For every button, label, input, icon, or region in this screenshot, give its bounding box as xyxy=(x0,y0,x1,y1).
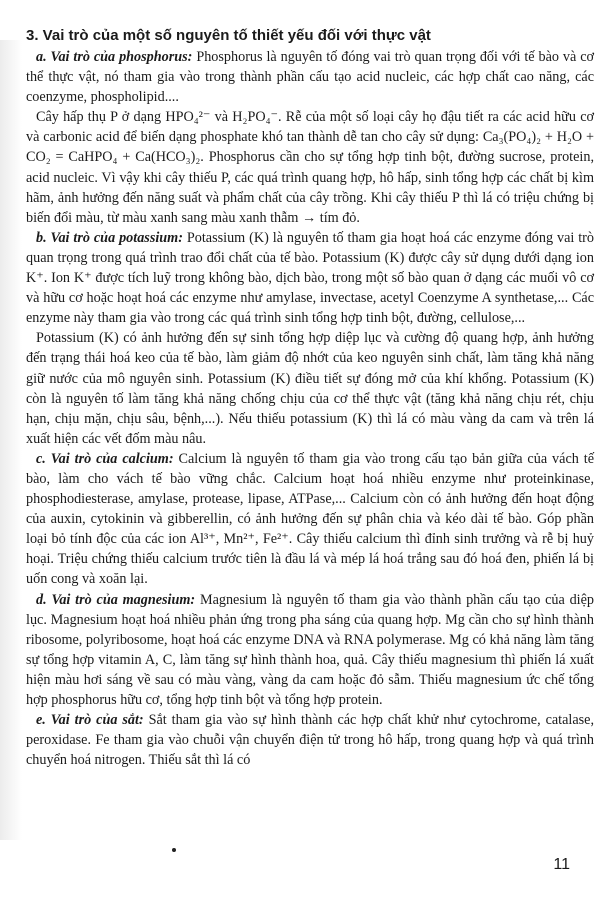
ink-dot xyxy=(172,848,176,852)
paragraph-text: Sắt tham gia vào sự hình thành các hợp chất khử như cytochrome, catalase, peroxidase. Fe tham gia vào chuỗi vận chuyển điện tử trong hô hấp, trong quang hợp và quá trình chuyển hoá nitrogen. Thiếu sắt thì lá có xyxy=(26,712,595,769)
paragraph: Potassium (K) có ảnh hưởng đến sự sinh tổng hợp diệp lục và cường độ quang hợp, ảnh hưởng đến trạng thái hoá keo của tế bào, làm giảm độ nhớt của keo nguyên sinh chất, làm tăng khả năng giữ nước của mô nguyên sinh. Potassium (K) điều tiết sự đóng mở của khí khổng. Potassium (K) còn là nguyên tố làm tăng khả năng chống chịu của cơ thể thực vật (tăng khả năng chịu rét, chịu hạn, chịu mặn, chịu sâu, bệnh,...). Nếu thiếu potassium (K) thì lá có màu vàng da cam và trên lá xuất hiện các vết đốm màu nâu. xyxy=(26,330,594,447)
paragraph-text: Potassium (K) là nguyên tố tham gia hoạt hoá các enzyme đóng vai trò quan trọng trong quá trình trao đổi chất của tế bào. Potassium (K) được cây sử dụng dưới dạng ion K⁺. Ion K⁺ được tích luỹ trong không bào, dịch bào, trong một số bào quan ở dạng các muối vô cơ và hữu cơ hoặc hoạt hoá các enzyme như amylase, invectase, acetyl Coenzyme A synthetase,... Các enzyme này tham gia vào trong các quá trình sinh tổng hợp tinh bột, đường, cellulose,... xyxy=(26,229,595,327)
subsection-label: b. Vai trò của potassium: xyxy=(36,229,183,246)
document-page xyxy=(26,26,594,770)
paragraph xyxy=(26,47,594,107)
paragraph-text: Phosphorus là nguyên tố đóng vai trò quan trọng đối với tế bào và cơ thể thực vật, nó tham gia vào trong thành phần cấu tạo acid nucleic, các hợp chất cao năng, các coenzyme, phospholipid.... xyxy=(26,49,594,106)
paragraph xyxy=(26,710,594,770)
paragraph xyxy=(26,590,594,711)
subsection-label: e. Vai trò của sắt: xyxy=(36,712,144,729)
subsection-label: c. Vai trò của calcium: xyxy=(36,450,174,467)
subsection-label: d. Vai trò của magnesium: xyxy=(36,591,196,608)
paragraph xyxy=(26,228,594,328)
scan-shadow xyxy=(0,40,22,840)
paragraph xyxy=(26,449,594,590)
paragraph-text: Calcium là nguyên tố tham gia vào trong cấu tạo bản giữa của vách tế bào, làm cho vách tế bào vững chắc. Calcium hoạt hoá nhiều enzyme như proteinkinase, phosphodiesterase, amylase, protease, lipase, ATPase,... Calcium còn có ảnh hưởng đến hoạt động của auxin, cytokinin và gibberellin, có ảnh hưởng đến sự phân chia và kéo dài tế bào. Góp phần loại bỏ tính độc của các ion Al³⁺, Mn²⁺, Fe²⁺. Cây thiếu calcium thì đỉnh sinh trưởng và rễ bị huỷ hoại. Triệu chứng thiếu calcium trước tiên là đầu lá và mép lá hoá trắng sau đó hoá đen, phiến lá bị uốn cong và xoăn lại. xyxy=(26,450,594,588)
paragraph: Cây hấp thụ P ở dạng HPO₄²⁻ và H₂PO₄⁻. Rễ của một số loại cây họ đậu tiết ra các acid hữu cơ và carbonic acid để biến dạng phosphate khó tan thành dễ tan cho cây sử dụng: Ca₃(PO₄)₂ + H₂O + CO₂ = CaHPO₄ + Ca(HCO₃)₂. Phosphorus cần cho sự tổng hợp tinh bột, đường sucrose, protein, acid nucleic. Vì vậy khi cây thiếu P, các quá trình quang hợp, hô hấp, sinh tổng hợp các chất bị kìm hãm, ảnh hưởng đến năng suất và phẩm chất của cây trồng. Khi cây thiếu P thì lá có triệu chứng bị biến đổi màu, từ màu xanh sang màu xanh thẫm → tím đỏ. xyxy=(26,109,594,226)
section-heading: 3. Vai trò của một số nguyên tố thiết yếu đối với thực vật xyxy=(26,27,431,44)
subsection-label: a. Vai trò của phosphorus: xyxy=(36,49,193,65)
page-number: 11 xyxy=(553,856,570,873)
paragraph-text: Magnesium là nguyên tố tham gia vào thành phần cấu tạo của diệp lục. Magnesium hoạt hoá nhiều phản ứng trong pha sáng của quang hợp. Mg cần cho sự hình thành ribosome, polyribosome, hoạt hoá các enzyme DNA và RNA polymerase. Mg có khả năng làm tăng sự tổng hợp vitamin A, C, làm tăng sự hình thành hoa, quả. Cây thiếu magnesium thì phiến lá xuất hiện màu hơi sáng về sau có màu vàng, vàng da cam hoặc đỏ sẫm. Thiếu magnesium ức chế tổng hợp phosphorus hữu cơ, tổng hợp tinh bột và tổng hợp protein. xyxy=(26,591,595,708)
